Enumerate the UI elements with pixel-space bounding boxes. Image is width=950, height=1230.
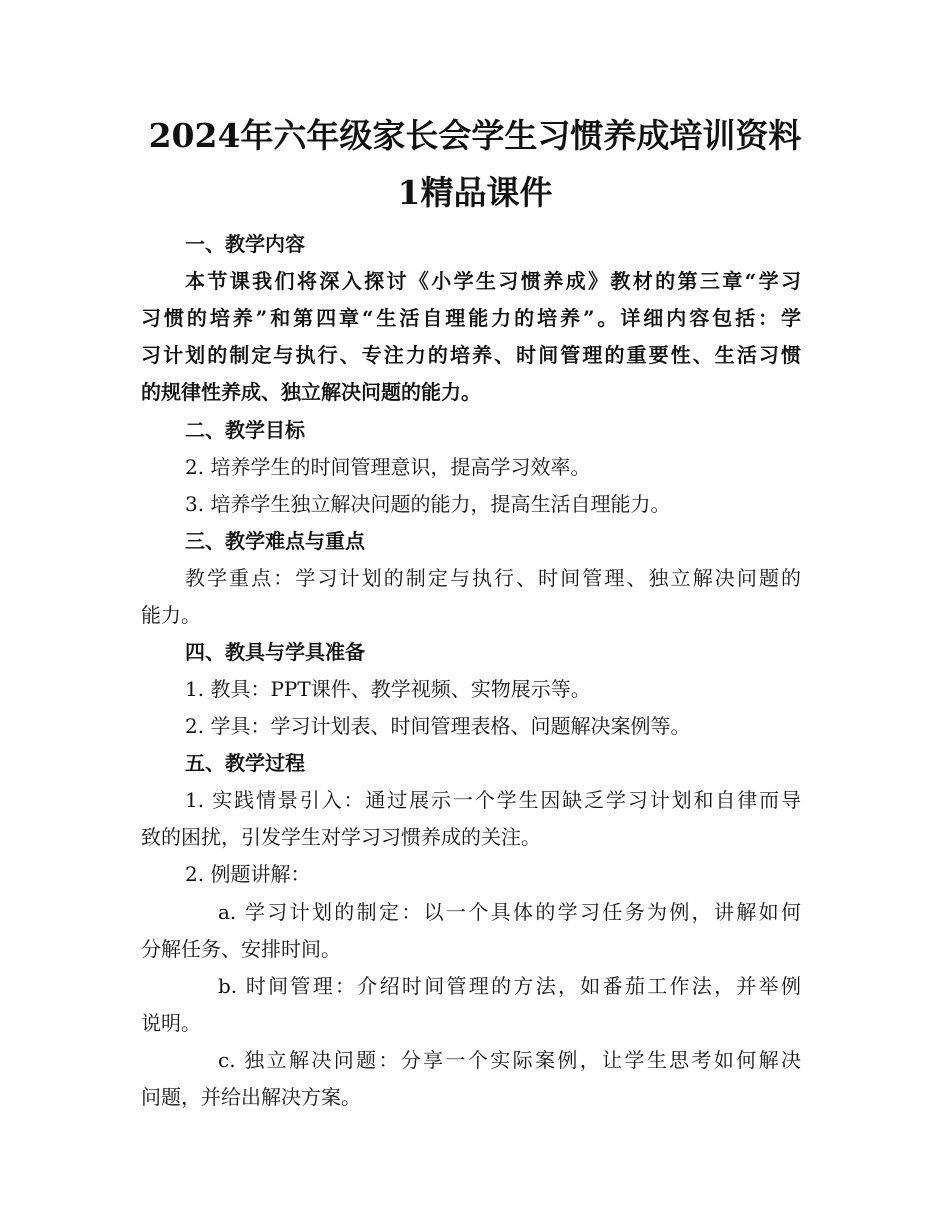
sub-list-item: c. 独立解决问题：分享一个实际案例，让学生思考如何解决 (218, 1048, 801, 1072)
section-heading-key-points: 三、教学难点与重点 (185, 529, 365, 553)
paragraph-line: 的规律性养成、独立解决问题的能力。 (141, 380, 481, 404)
document-title-line-1: 2024年六年级家长会学生习惯养成培训资料 (148, 116, 802, 155)
document-title-line-2: 1精品课件 (397, 173, 553, 212)
paragraph-line: 习计划的制定与执行、专注力的培养、时间管理的重要性、生活习惯 (141, 343, 801, 367)
paragraph-line: 本节课我们将深入探讨《小学生习惯养成》教材的第三章“学习 (185, 269, 801, 293)
paragraph-line: 致的困扰，引发学生对学习习惯养成的关注。 (141, 825, 541, 849)
list-item: 3. 培养学生独立解决问题的能力，提高生活自理能力。 (185, 492, 671, 516)
section-heading-teaching-content: 一、教学内容 (185, 232, 305, 256)
list-item: 2. 例题讲解： (185, 862, 311, 886)
paragraph-line: 能力。 (141, 603, 201, 627)
list-item: 1. 实践情景引入：通过展示一个学生因缺乏学习计划和自律而导 (185, 788, 801, 812)
paragraph-line: 问题，并给出解决方案。 (141, 1085, 361, 1109)
list-item: 2. 学具：学习计划表、时间管理表格、问题解决案例等。 (185, 714, 691, 738)
sub-list-item: a. 学习计划的制定：以一个具体的学习任务为例，讲解如何 (218, 900, 801, 924)
paragraph-line: 分解任务、安排时间。 (141, 937, 341, 961)
paragraph-line: 教学重点：学习计划的制定与执行、时间管理、独立解决问题的 (185, 566, 801, 590)
list-item: 2. 培养学生的时间管理意识，提高学习效率。 (185, 455, 591, 479)
section-heading-teaching-goals: 二、教学目标 (185, 418, 305, 442)
list-item: 1. 教具：PPT课件、教学视频、实物展示等。 (185, 677, 591, 701)
section-heading-materials: 四、教具与学具准备 (185, 640, 365, 664)
sub-list-item: b. 时间管理：介绍时间管理的方法，如番茄工作法，并举例 (218, 974, 801, 998)
paragraph-line: 习惯的培养”和第四章“生活自理能力的培养”。详细内容包括：学 (141, 306, 801, 330)
paragraph-line: 说明。 (141, 1011, 201, 1035)
section-heading-teaching-process: 五、教学过程 (185, 751, 305, 775)
